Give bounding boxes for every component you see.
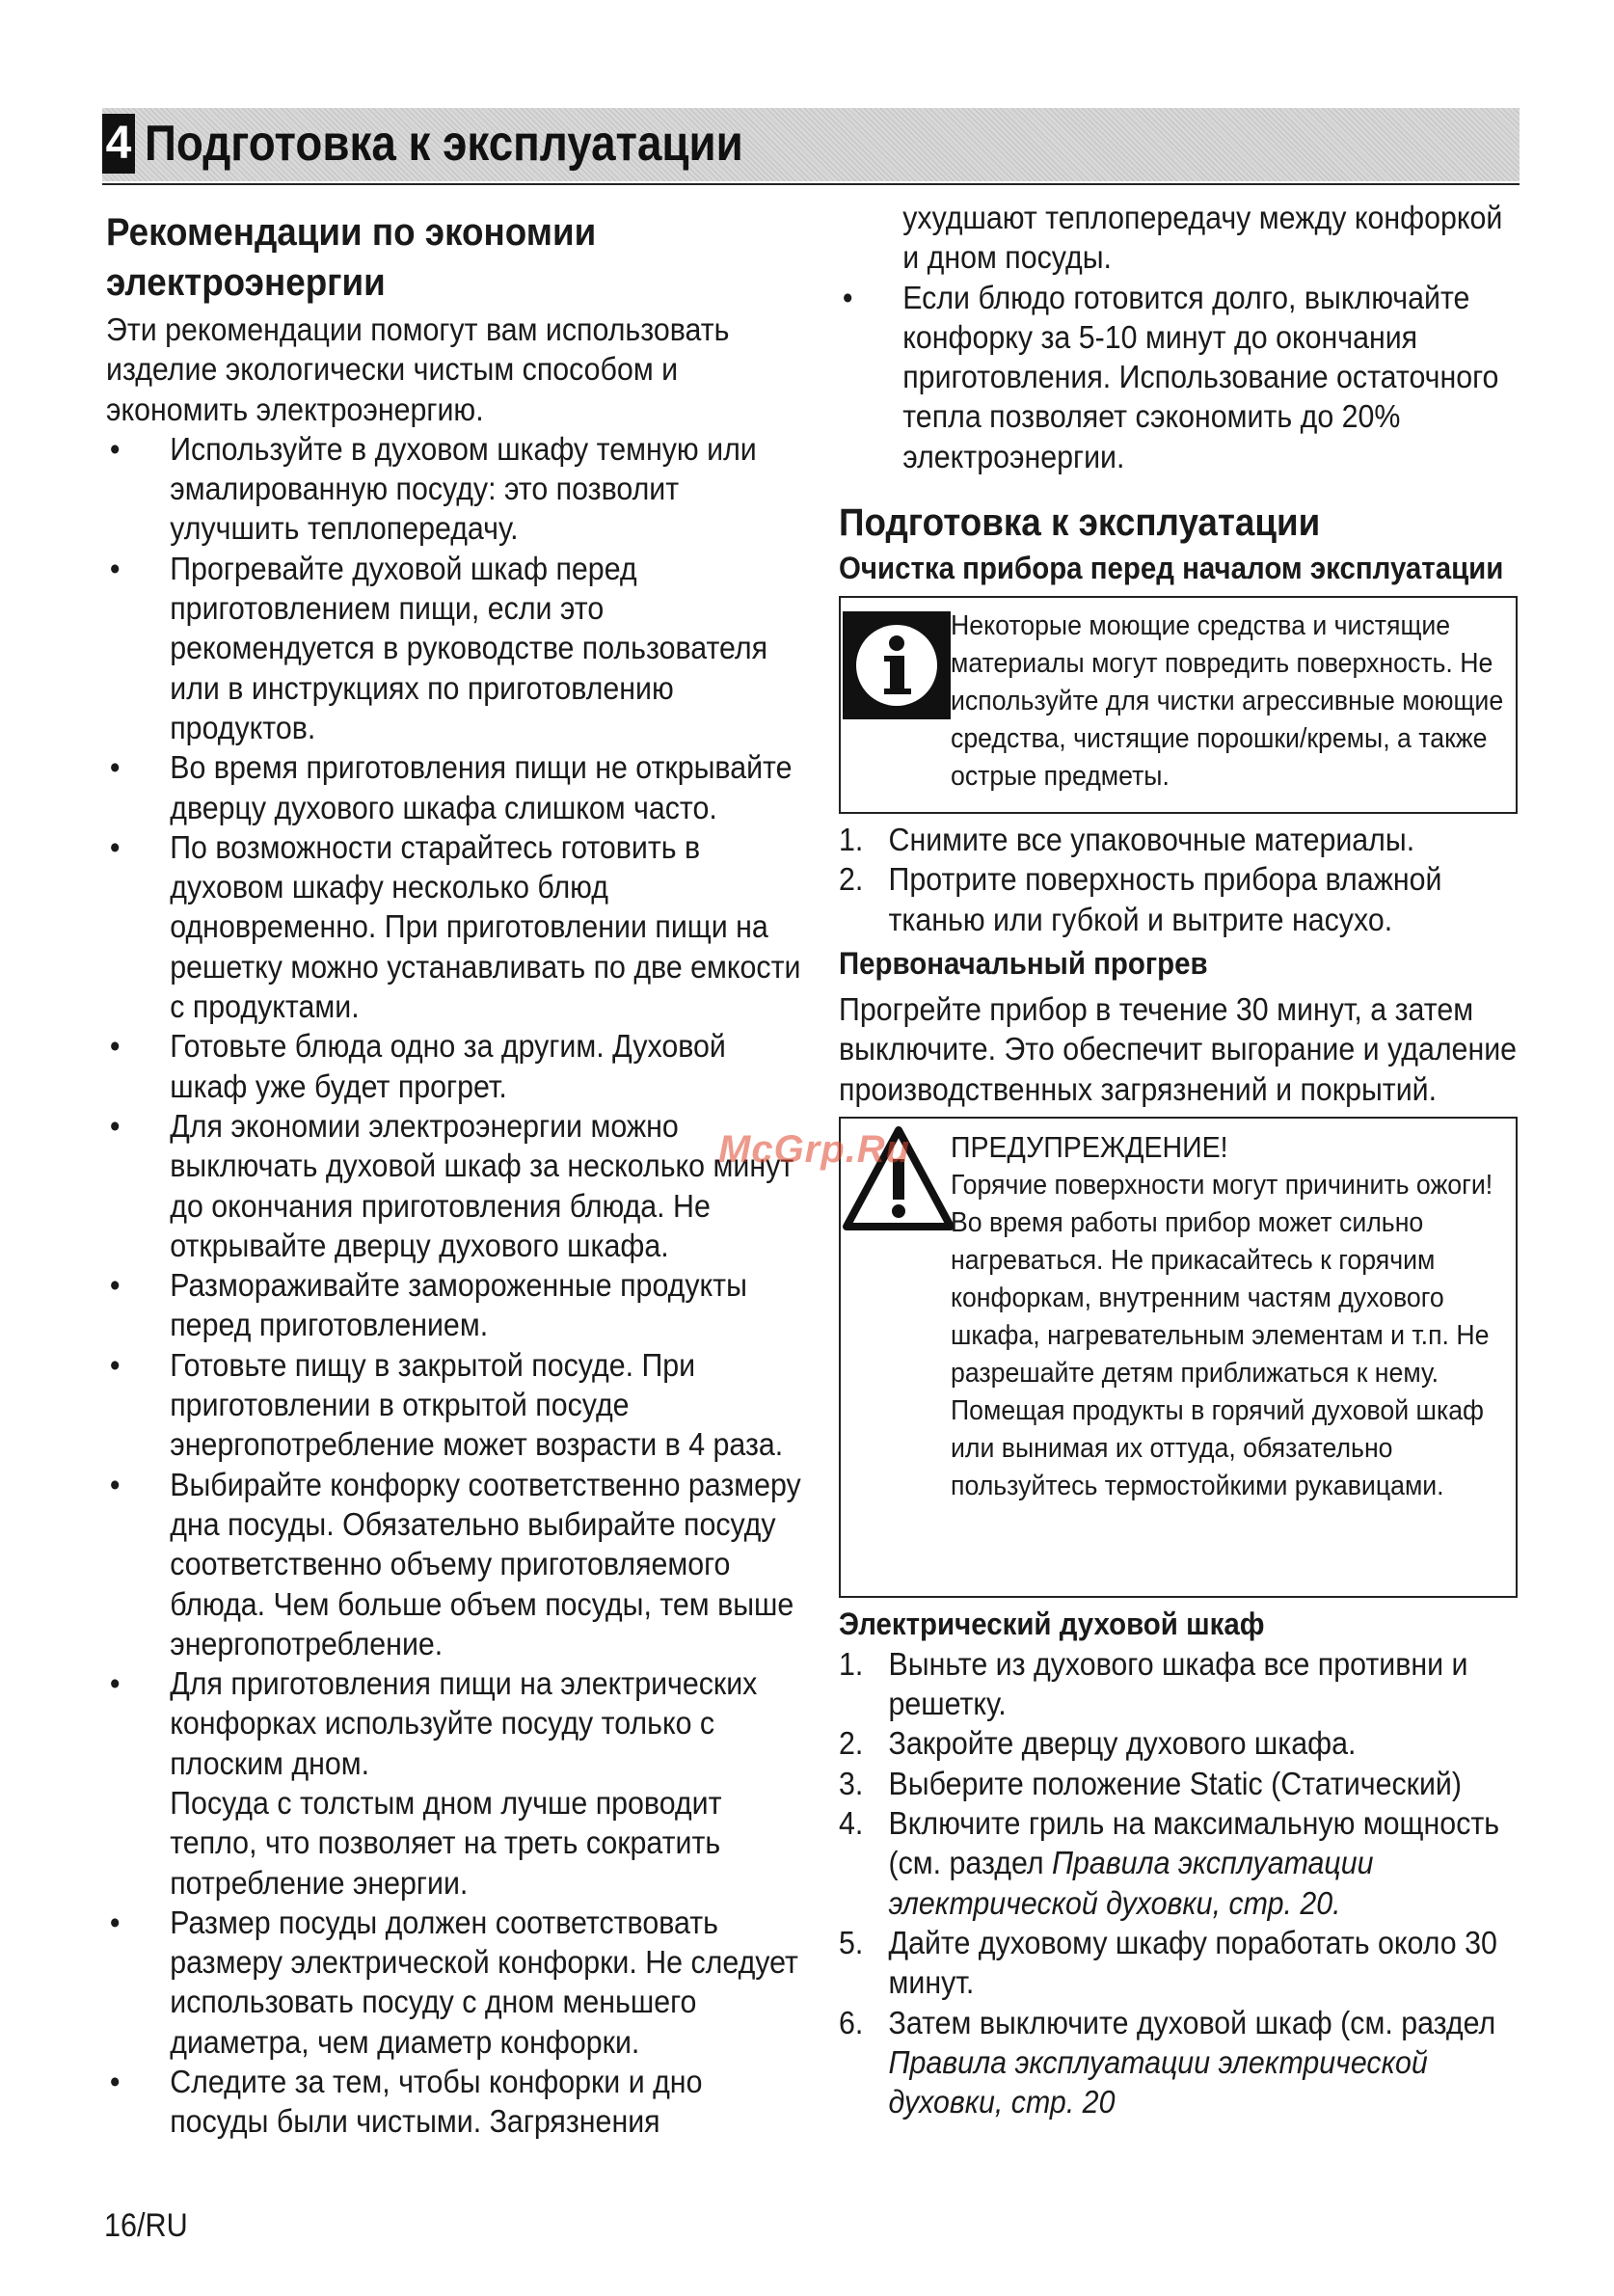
list-item: 1. Снимите все упаковочные материалы. <box>839 822 1415 858</box>
chapter-title: Подготовка к эксплуатации <box>145 116 743 172</box>
left-column <box>106 198 800 2142</box>
list-item: 4. Включите гриль на максимальную мощность (см. раздел Правила эксплуатации электрической духовки, стр. 20. <box>839 1805 1500 1921</box>
info-icon <box>843 611 951 719</box>
bullet-extra-paragraph: Посуда с толстым дном лучше проводит тепло, что позволяет на треть сократить потребление энергии. <box>170 1784 722 1901</box>
warning-text-2: Во время работы прибор может сильно нагреваться. Не прикасайтесь к горячим конфоркам, внутренним частям духового шкафа, нагревательным элементам и т.п. Не разрешайте детям приближаться к нему. <box>951 1206 1490 1389</box>
bullet-dot: • <box>109 430 121 467</box>
bullet-dot: • <box>109 1028 121 1065</box>
list-item: 1. Выньте из духового шкафа все противни и решетку. <box>839 1645 1468 1722</box>
watermark: McGrp.Ru <box>718 1128 911 1171</box>
list-item: • Используйте в духовом шкафу темную или эмалированную посуду: это позволит улучшить теплопередачу. <box>106 429 807 549</box>
bullet-dot: • <box>842 279 853 315</box>
list-item: 6. Затем выключите духовой шкаф (см. раздел Правила эксплуатации электрической духовки, стр. 20 <box>839 2004 1496 2120</box>
preheat-text: Прогрейте прибор в течение 30 минут, а затем выключите. Это обеспечит выгорание и удаление производственных загрязнений и покрытий. <box>839 990 1518 1107</box>
cleaning-steps <box>839 820 1519 939</box>
bullet-dot: • <box>109 1107 121 1144</box>
list-item: • Прогревайте духовой шкаф перед приготовлением пищи, если это рекомендуется в руководстве пользователя или в инструкциях по приготовлению продуктов. <box>106 549 807 747</box>
list-item: • Размер посуды должен соответствовать размеру электрической конфорки. Не следует использовать посуду с дном меньшего диаметра, чем диаметр конфорки. <box>106 1903 807 2062</box>
oven-steps <box>839 1644 1519 2122</box>
list-item: • Выбирайте конфорку соответственно размеру дна посуды. Обязательно выбирайте посуду соответственно объему приготовляемого блюда. Чем больше объем посуды, тем выше энергопотребление. <box>106 1465 807 1663</box>
bullet-dot: • <box>109 550 121 586</box>
list-item: • Во время приготовления пищи не открывайте дверцу духового шкафа слишком часто. <box>106 747 807 827</box>
cleaning-subheading: Очистка прибора перед началом эксплуатации <box>839 551 1504 586</box>
warning-text-1: Горячие поверхности могут причинить ожоги! <box>951 1169 1493 1201</box>
list-item: • Для экономии электроэнергии можно выключать духовой шкаф за несколько минут до окончания приготовления блюда. Не открывайте дверцу духового шкафа. <box>106 1106 807 1265</box>
list-item: 2. Протрите поверхность прибора влажной тканью или губкой и вытрите насухо. <box>839 861 1442 937</box>
bullet-dot: • <box>109 1346 121 1383</box>
bullet-dot: • <box>109 1665 121 1702</box>
bullet-dot: • <box>109 1466 121 1502</box>
list-item-continuation: ухудшают теплопередачу между конфоркой и дном посуды. <box>902 200 1503 276</box>
energy-heading-line1: Рекомендации по экономии <box>106 211 597 254</box>
section-reference: Правила эксплуатации электрической духовки, стр. 20 <box>888 2043 1428 2120</box>
energy-intro: Эти рекомендации помогут вам использовать изделие экологически чистым способом и экономить электроэнергию. <box>106 311 730 427</box>
bullet-dot: • <box>109 749 121 786</box>
section-reference: Правила эксплуатации электрической духовки, стр. 20. <box>888 1845 1374 1921</box>
list-item: 3. Выберите положение Static (Статический) <box>839 1765 1462 1801</box>
energy-heading-line2: электроэнергии <box>106 261 386 304</box>
list-item: • Если блюдо готовится долго, выключайте конфорку за 5-10 минут до окончания приготовления. Использование остаточного тепла позволяет сэкономить до 20% электроэнергии. <box>839 278 1519 476</box>
bullet-dot: • <box>109 2064 121 2100</box>
energy-tips-continued <box>839 198 1519 476</box>
bullet-dot: • <box>109 828 121 865</box>
chapter-number: 4 <box>102 114 135 174</box>
warning-box <box>839 1117 1518 1598</box>
prep-heading: Подготовка к эксплуатации <box>839 501 1321 545</box>
list-item: 5. Дайте духовому шкафу поработать около 30 минут. <box>839 1924 1497 2001</box>
energy-tips-list <box>106 429 807 2142</box>
oven-subheading: Электрический духовой шкаф <box>839 1606 1265 1641</box>
bullet-dot: • <box>109 1267 121 1304</box>
header-rule <box>102 183 1520 185</box>
right-column <box>839 198 1519 2121</box>
warning-text-3: Помещая продукты в горячий духовой шкаф или вынимая их оттуда, обязательно пользуйтесь термостойкими рукавицами. <box>951 1394 1485 1501</box>
list-item: • Размораживайте замороженные продукты перед приготовлением. <box>106 1265 807 1345</box>
list-item: • Для приготовления пищи на электрических конфорках используйте посуду только с плоским дном. Посуда с толстым дном лучше проводит тепло, что позволяет на треть сократить потребление энергии. <box>106 1663 807 1903</box>
info-note-box <box>839 596 1518 814</box>
info-note-text: Некоторые моющие средства и чистящие материалы могут повредить поверхность. Не используйте для чистки агрессивные моющие средства, чистящие порошки/кремы, а также острые предметы. <box>951 610 1504 793</box>
list-item: • Готовьте пищу в закрытой посуде. При приготовлении в открытой посуде энергопотребление может возрасти в 4 раза. <box>106 1345 807 1465</box>
list-item: • Готовьте блюда одно за другим. Духовой шкаф уже будет прогрет. <box>106 1026 807 1106</box>
list-item: • Следите за тем, чтобы конфорки и дно посуды были чистыми. Загрязнения <box>106 2062 807 2142</box>
page-number: 16/RU <box>104 2207 188 2244</box>
preheat-subheading: Первоначальный прогрев <box>839 945 1208 981</box>
list-item: 2. Закройте дверцу духового шкафа. <box>839 1725 1357 1762</box>
warning-title: ПРЕДУПРЕЖДЕНИЕ! <box>951 1129 1228 1164</box>
list-item: • По возможности старайтесь готовить в духовом шкафу несколько блюд одновременно. При приготовлении пищи на решетку можно устанавливать по две емкости с продуктами. <box>106 827 807 1026</box>
bullet-dot: • <box>109 1904 121 1940</box>
